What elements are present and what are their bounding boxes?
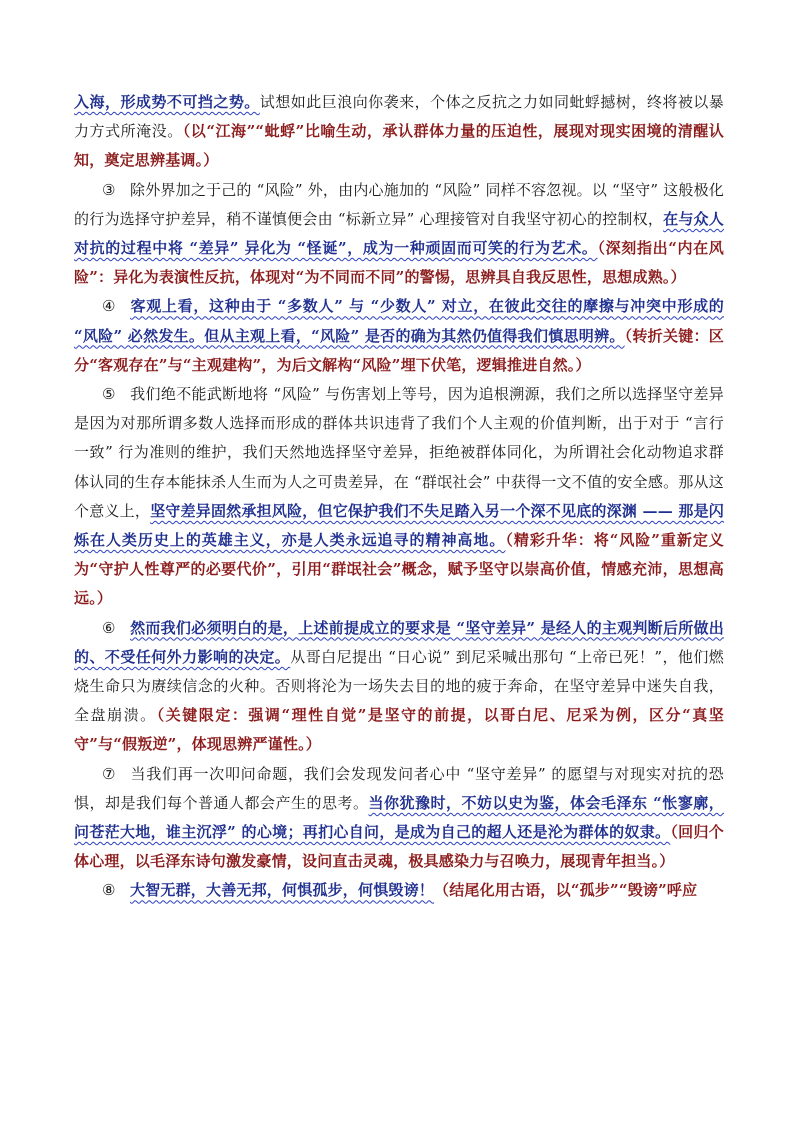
- paragraph-8: [74, 876, 724, 905]
- paragraph-number: ⑦: [102, 764, 116, 783]
- highlight-text: 入海，形成势不可挡之势。: [74, 93, 260, 111]
- body-text: 从哥白尼提出 “日心说” 到尼采喊出那句 “上帝已死！”，他们燃烧生命只为赓续信念的火种。否则将沦为一场失去目的地的疲于奔命，在坚守差异中迷失自我，全盘崩溃。: [74, 647, 724, 725]
- paragraph-number: ④: [102, 297, 116, 316]
- paragraph-3: [74, 176, 724, 293]
- highlight-text: 客观上看，这种由于 “多数人” 与 “少数人” 对立，在彼此交往的摩擦与冲突中形成的 “风险” 必然发生。但从主观上看，“风险” 是否的确为其然仍值得我们慎思明辨。: [74, 297, 724, 345]
- paragraph-number: ⑤: [102, 385, 116, 404]
- body-text: 试想如此巨浪向你袭来，个体之反抗之力如同蚍蜉撼树，终将被以暴力方式所淹没。: [74, 93, 724, 141]
- comment-text: （转折关键：区分“客观存在”与“主观建构”，为后文解构“风险”埋下伏笔，逻辑推进自然。）: [74, 326, 724, 374]
- paragraph-5: [74, 380, 724, 614]
- highlight-text: 当你犹豫时，不妨以史为鉴，体会毛泽东 “怅寥廓，问苍茫大地，谁主沉浮” 的心境；再扪心自问，是成为自己的超人还是沦为群体的奴隶。: [74, 793, 724, 842]
- comment-text: （回归个体心理，以毛泽东诗句激发豪情，设问直击灵魂，极具感染力与召唤力，展现青年担当。）: [74, 823, 724, 871]
- highlight-text: 大智无群，大善无邦，何惧孤步，何惧毁谤！: [130, 881, 435, 900]
- paragraph-number: ③: [102, 180, 116, 199]
- paragraph-6: [74, 614, 724, 760]
- paragraph-number: ⑧: [102, 881, 116, 900]
- body-text: 当我们再一次叩问命题，我们会发现发问者心中 “坚守差异” 的愿望与对现实对抗的恐惧，却是我们每个普通人都会产生的思考。: [74, 764, 724, 812]
- comment-text: （结尾化用古语，以“孤步”“毁谤”呼应: [434, 881, 698, 900]
- highlight-text: 在与众人对抗的过程中将 “差异” 异化为 “怪诞”，成为一种顽固而可笑的行为艺术。: [74, 209, 724, 258]
- body-text: 除外界加之于己的 “风险” 外，由内心施加的 “风险” 同样不容忽视。以 “坚守” 这般极化的行为选择守护差异，稍不谨慎便会由 “标新立异” 心理接管对自我坚守初心的控制权，: [74, 180, 724, 228]
- body-text: 我们绝不能武断地将 “风险” 与伤害划上等号，因为追根溯源，我们之所以选择坚守差异是因为对那所谓多数人选择而形成的群体共识违背了我们个人主观的价值判断，出于对于 “言行一致” 行为准则的维护，我们天然地选择坚守差异，拒绝被群体同化，为所谓社会化动物追求群体认同的生存本能抹杀人生而为人之可贵差异，在 “群氓社会” 中获得一文不值的安全感。那从这个意义上，: [74, 385, 724, 520]
- comment-text: （精彩升华：将“风险”重新定义为“守护人性尊严的必要代价”，引用“群氓社会”概念，赋予坚守以崇高价值，情感充沛，思想高远。）: [74, 531, 725, 608]
- comment-text: （关键限定：强调“理性自觉”是坚守的前提，以哥白尼、尼采为例，区分“真坚守”与“假叛逆”，体现思辨严谨性。）: [74, 706, 724, 754]
- comment-text: （以“江海”“蚍蜉”比喻生动，承认群体力量的压迫性，展现对现实困境的清醒认知，奠定思辨基调。）: [74, 122, 724, 170]
- paragraph-7: [74, 760, 724, 877]
- highlight-text: 坚守差异固然承担风险，但它保护我们不失足踏入另一个深不见底的深渊 —— 那是闪烁在人类历史上的英雄主义，亦是人类永远追寻的精神高地。: [74, 501, 724, 550]
- paragraph-number: ⑥: [102, 618, 116, 637]
- paragraph-2: [74, 88, 724, 176]
- paragraph-4: [74, 292, 724, 380]
- highlight-text: 然而我们必须明白的是，上述前提成立的要求是 “坚守差异” 是经人的主观判断后所做出的、不受任何外力影响的决定。: [74, 618, 724, 666]
- comment-text: （深刻指出“内在风险”：异化为表演性反抗，体现对“为不同而不同”的警惕，思辨具自我反思性，思想成熟。）: [74, 239, 724, 287]
- essay-body: [74, 88, 724, 906]
